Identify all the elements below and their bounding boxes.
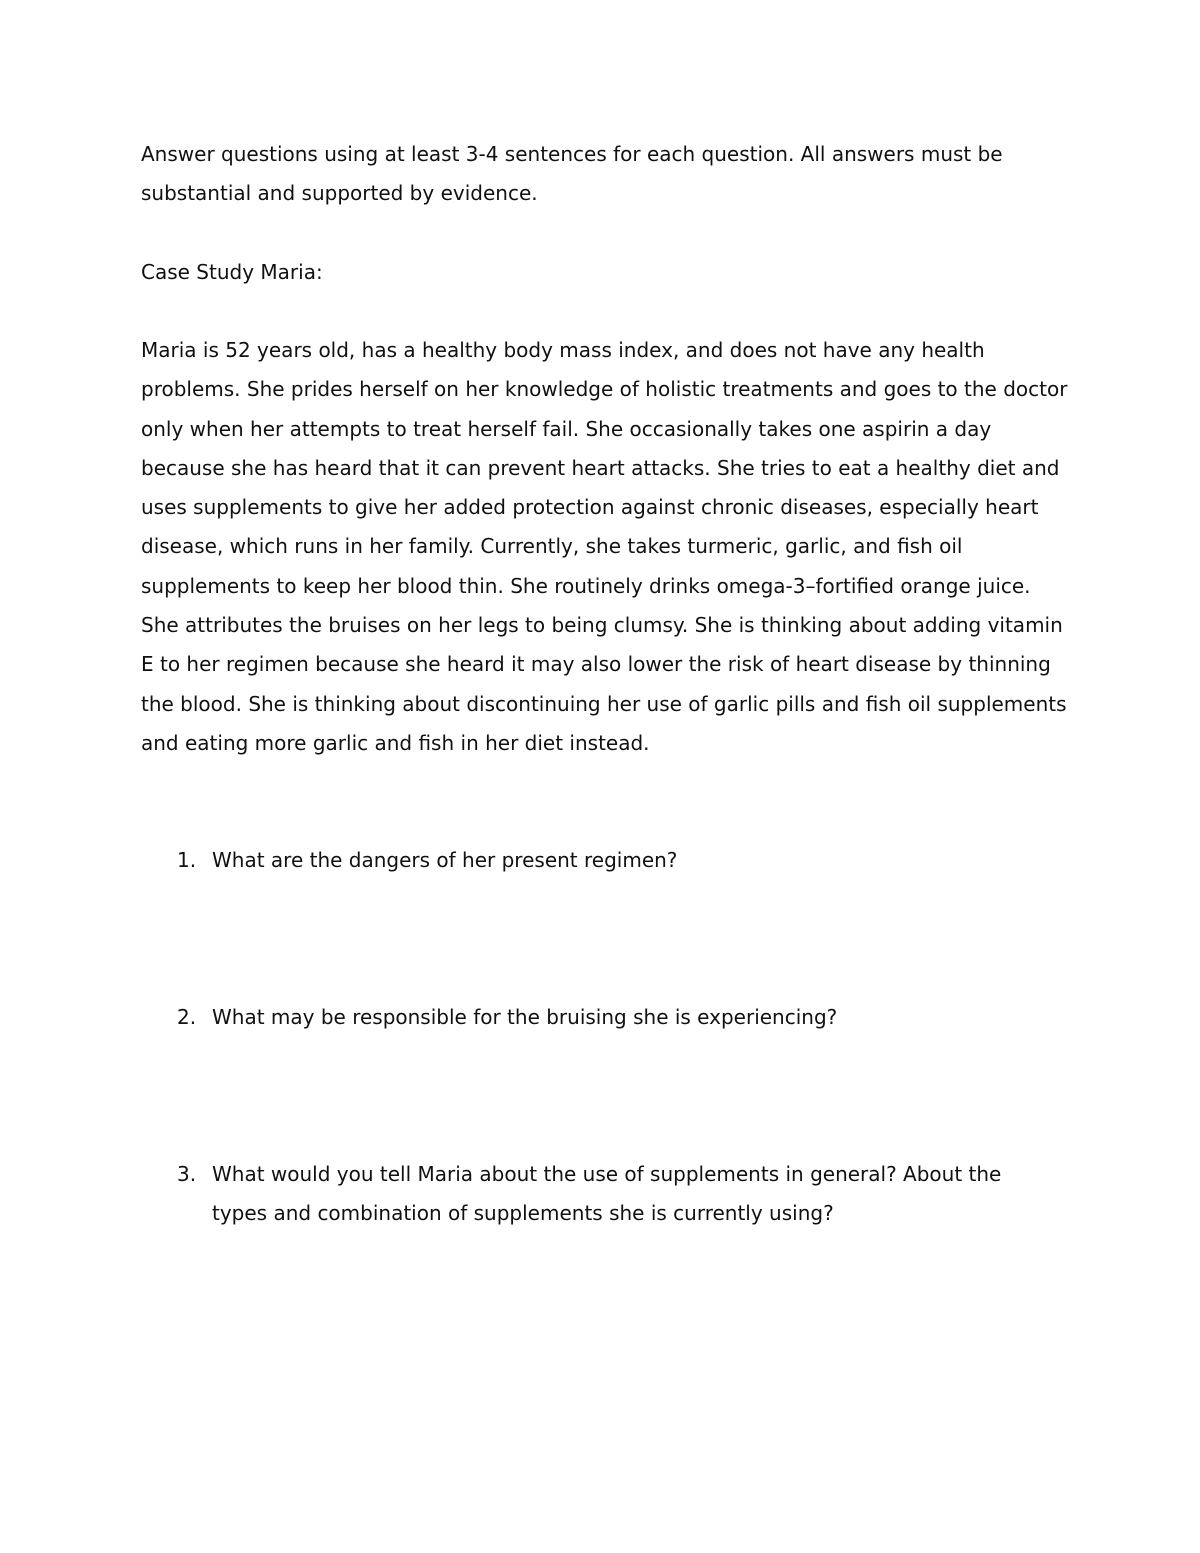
- case-study-title: Case Study Maria:: [141, 260, 323, 284]
- question-text: What would you tell Maria about the use of supplements in general? About the types and combination of supplements she is currently using?: [212, 1162, 1002, 1226]
- question-text: What may be responsible for the bruising she is experiencing?: [212, 1005, 838, 1029]
- question-number: 3.: [177, 1162, 197, 1186]
- question-number: 1.: [177, 848, 197, 872]
- question-text: What are the dangers of her present regimen?: [212, 848, 678, 872]
- instructions-paragraph: Answer questions using at least 3-4 sentences for each question. All answers must be substantial and supported by evidence.: [141, 142, 1003, 206]
- question-number: 2.: [177, 1005, 197, 1029]
- case-study-paragraph: Maria is 52 years old, has a healthy body mass index, and does not have any health problems. She prides herself on her knowledge of holistic treatments and goes to the doctor only when her attempts to treat herself fail. She occasionally takes one aspirin a day because she has heard that it can prevent heart attacks. She tries to eat a healthy diet and uses supplements to give her added protection against chronic diseases, especially heart disease, which runs in her family. Currently, she takes turmeric, garlic, and fish oil supplements to keep her blood thin. She routinely drinks omega-3–fortified orange juice. She attributes the bruises on her legs to being clumsy. She is thinking about adding vitamin E to her regimen because she heard it may also lower the risk of heart disease by thinning the blood. She is thinking about discontinuing her use of garlic pills and fish oil supplements and eating more garlic and fish in her diet instead.: [141, 338, 1068, 755]
